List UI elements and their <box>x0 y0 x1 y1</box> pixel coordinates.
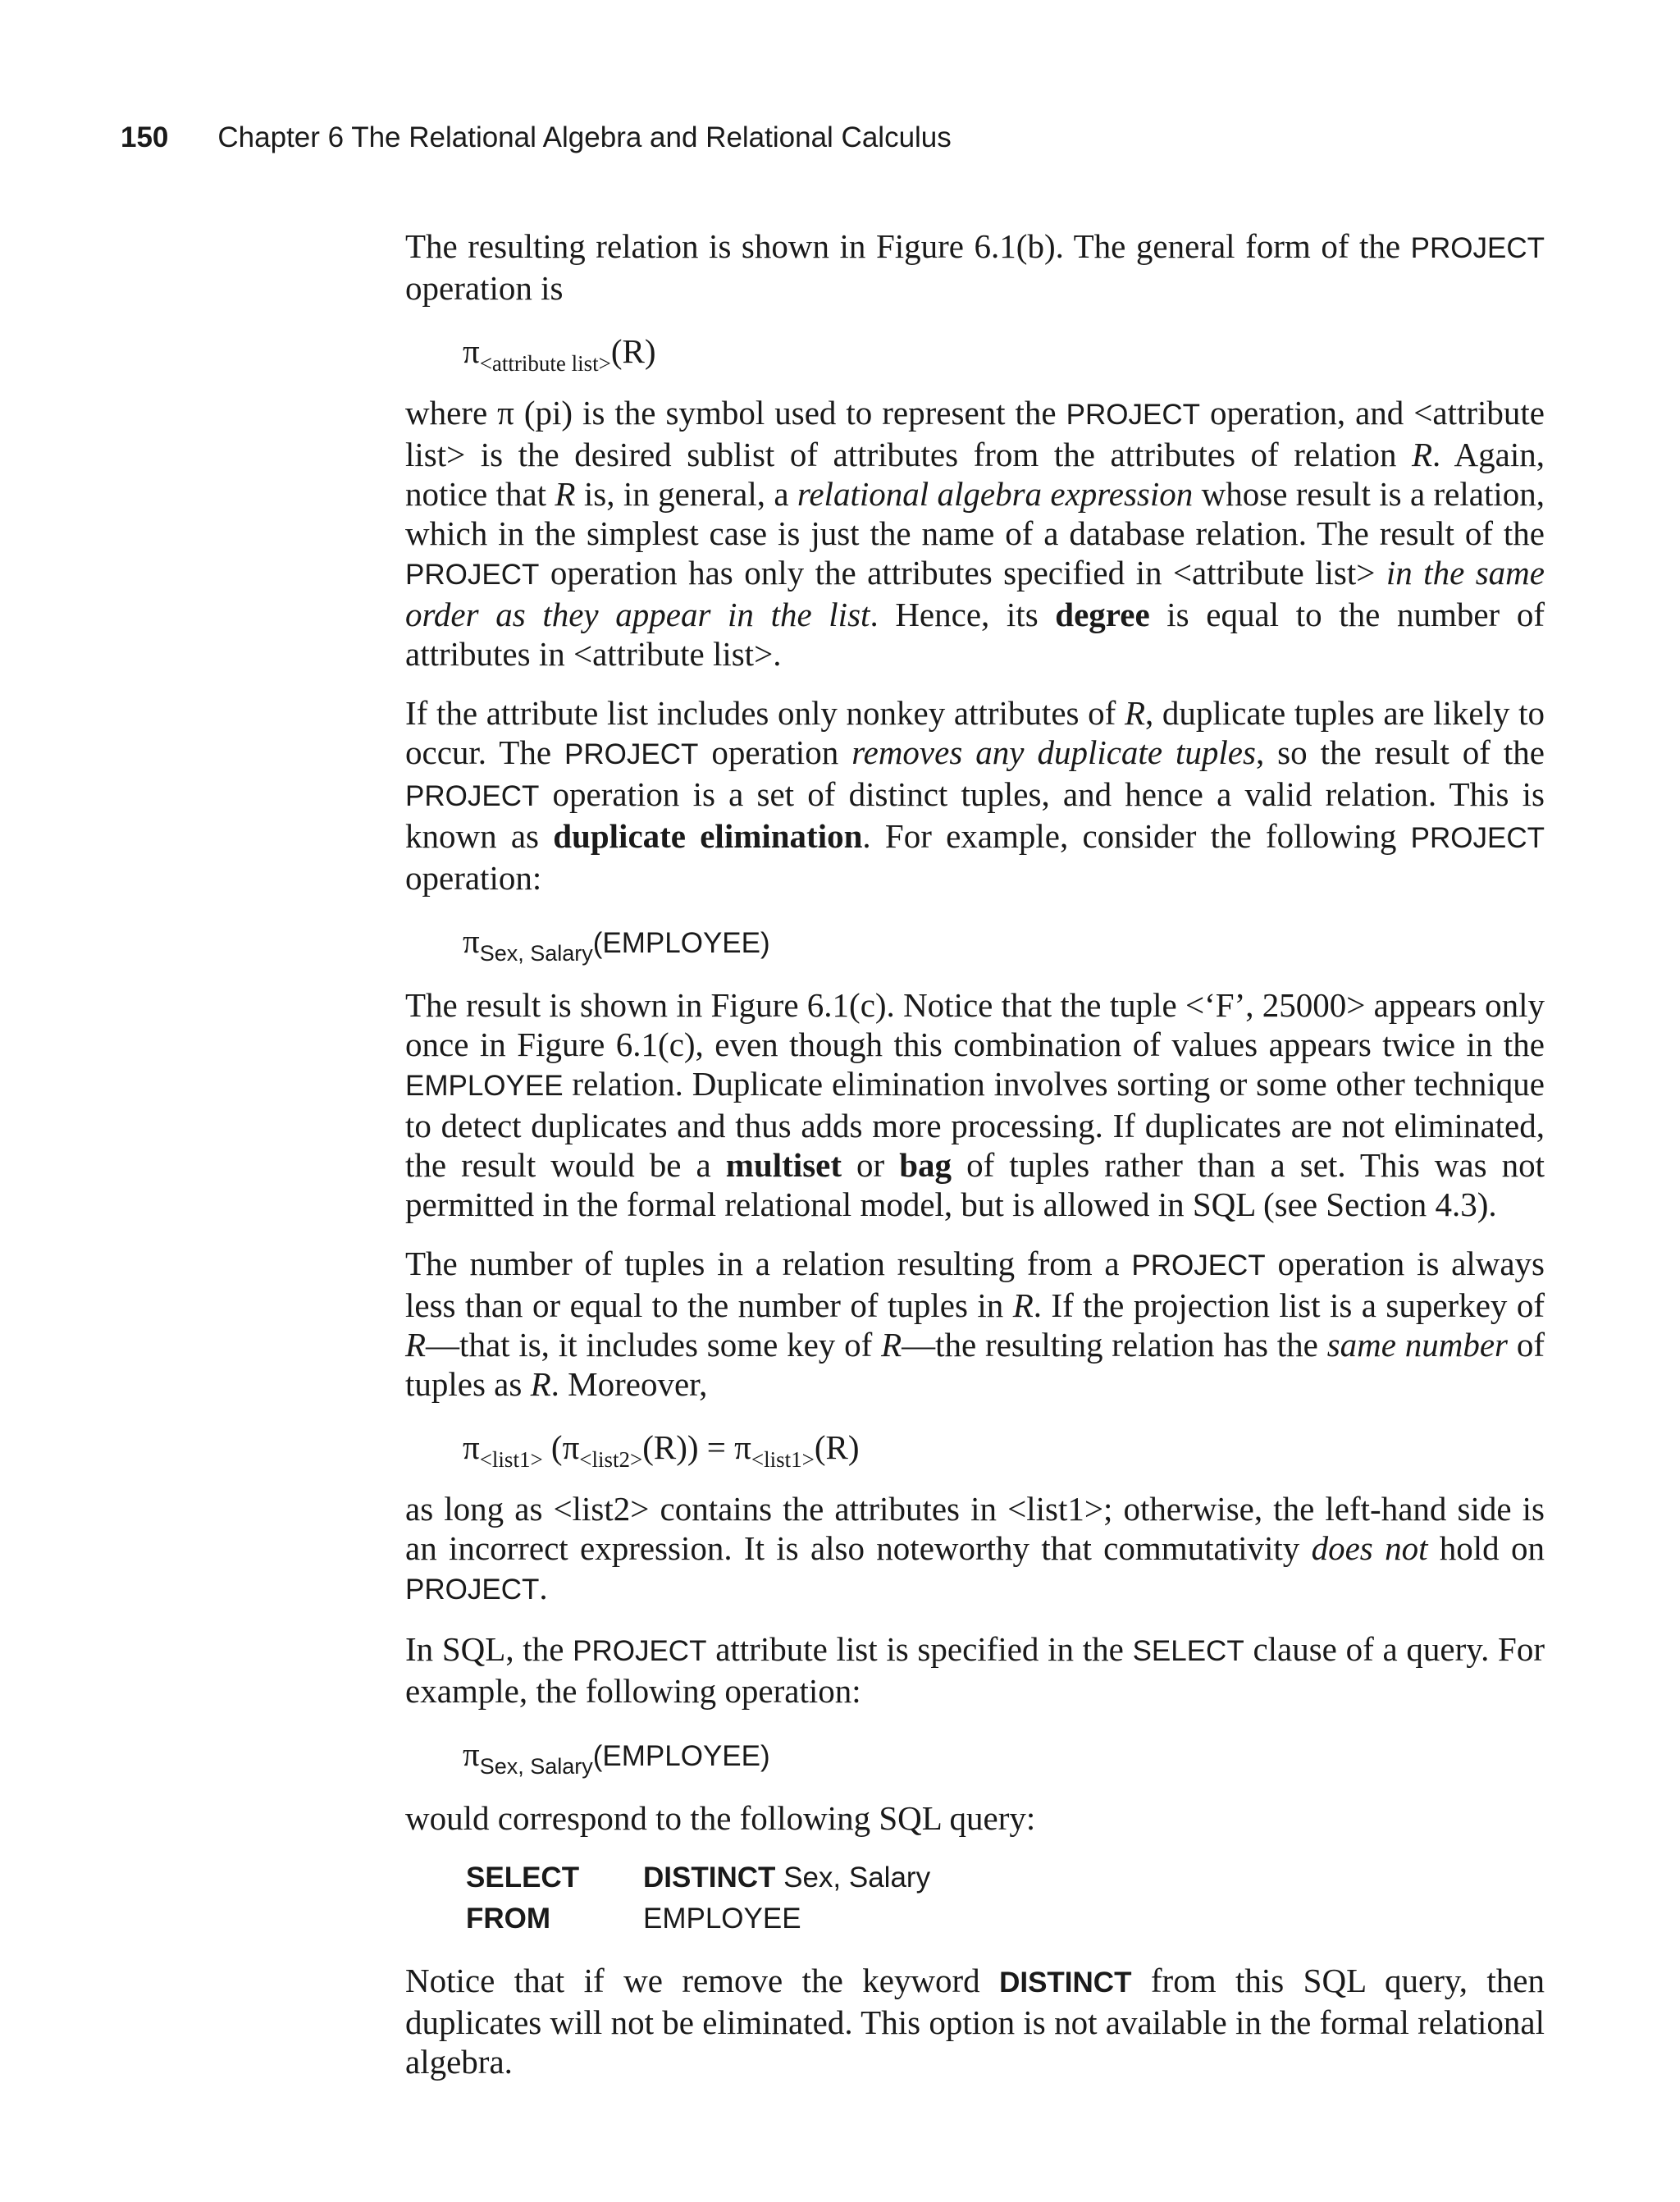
formula-project-sex-salary-2: $\pi_{Sex, Salary}(EMPLOYEE)$ <box>463 1735 770 1779</box>
sql-select-line: SELECT DISTINCT Sex, Salary <box>466 1862 931 1894</box>
paragraph-4: The result is shown in Figure 6.1(c). Notice that the tuple <‘F’, 25000> appears only once in Figure 6.1(c), even though this combination of values appears twice in the EMPLOYEE relation. Duplicate elimination involves sorting or some other technique to detect duplicates and thus adds more processing. If duplicates are not eliminated, the result would be a multiset or bag of tuples rather than a set. This was not permitted in the formal relational model, but is allowed in SQL (see Section 4.3). <box>405 986 1545 1223</box>
sql-query-block <box>466 1857 1545 1939</box>
paragraph-8: would correspond to the following SQL query: <box>405 1799 1036 1837</box>
formula-project-sex-salary: $\pi_{Sex, Salary}(EMPLOYEE)$ <box>463 922 770 966</box>
formula-nested-project: $\pi_{<list1>}$ $(\pi_{<list2>}(R)) = \pi_{<list1>}(R)$ <box>463 1428 860 1472</box>
paragraph-1: The resulting relation is shown in Figure 6.1(b). The general form of the PROJECT operation is <box>405 227 1545 307</box>
paragraph-5: The number of tuples in a relation resulting from a PROJECT operation is always less than or equal to the number of tuples in R. If the projection list is a superkey of R—that is, it includes some key of R—the resulting relation has the same number of tuples as R. Moreover, <box>405 1245 1545 1403</box>
paragraph-6: as long as <list2> contains the attributes in <list1>; otherwise, the left-hand side is an incorrect expression. It is also noteworthy that commutativity does not hold on PROJECT. <box>405 1490 1545 1606</box>
paragraph-9: Notice that if we remove the keyword DISTINCT from this SQL query, then duplicates will not be eliminated. This option is not available in the formal relational algebra. <box>405 1962 1545 2081</box>
sql-from-line: FROM EMPLOYEE <box>466 1903 801 1935</box>
project-term: PROJECT <box>1410 232 1545 264</box>
running-header <box>121 121 952 154</box>
paragraph-7: In SQL, the PROJECT attribute list is specified in the SELECT clause of a query. For example, the following operation: <box>405 1630 1545 1710</box>
paragraph-2: where π (pi) is the symbol used to represent the PROJECT operation, and <attribute list> is the desired sublist of attributes from the attributes of relation R. Again, notice that R is, in general, a relational algebra expression whose result is a relation, which in the simplest case is just the name of a database relation. The result of the PROJECT operation has only the attributes specified in <attribute list> in the same order as they appear in the list. Hence, its degree is equal to the number of attributes in <attribute list>. <box>405 394 1545 673</box>
chapter-title: Chapter 6 The Relational Algebra and Relational Calculus <box>217 121 952 153</box>
body-text <box>405 226 1545 2101</box>
paragraph-3: If the attribute list includes only nonkey attributes of R, duplicate tuples are likely to occur. The PROJECT operation removes any duplicate tuples, so the result of the PROJECT operation is a set of distinct tuples, and hence a valid relation. This is known as duplicate elimination. For example, consider the following PROJECT operation: <box>405 694 1545 897</box>
formula-project-general: $\pi_{<attribute list>}(R)$ <box>463 332 656 376</box>
page-number: 150 <box>121 121 169 153</box>
